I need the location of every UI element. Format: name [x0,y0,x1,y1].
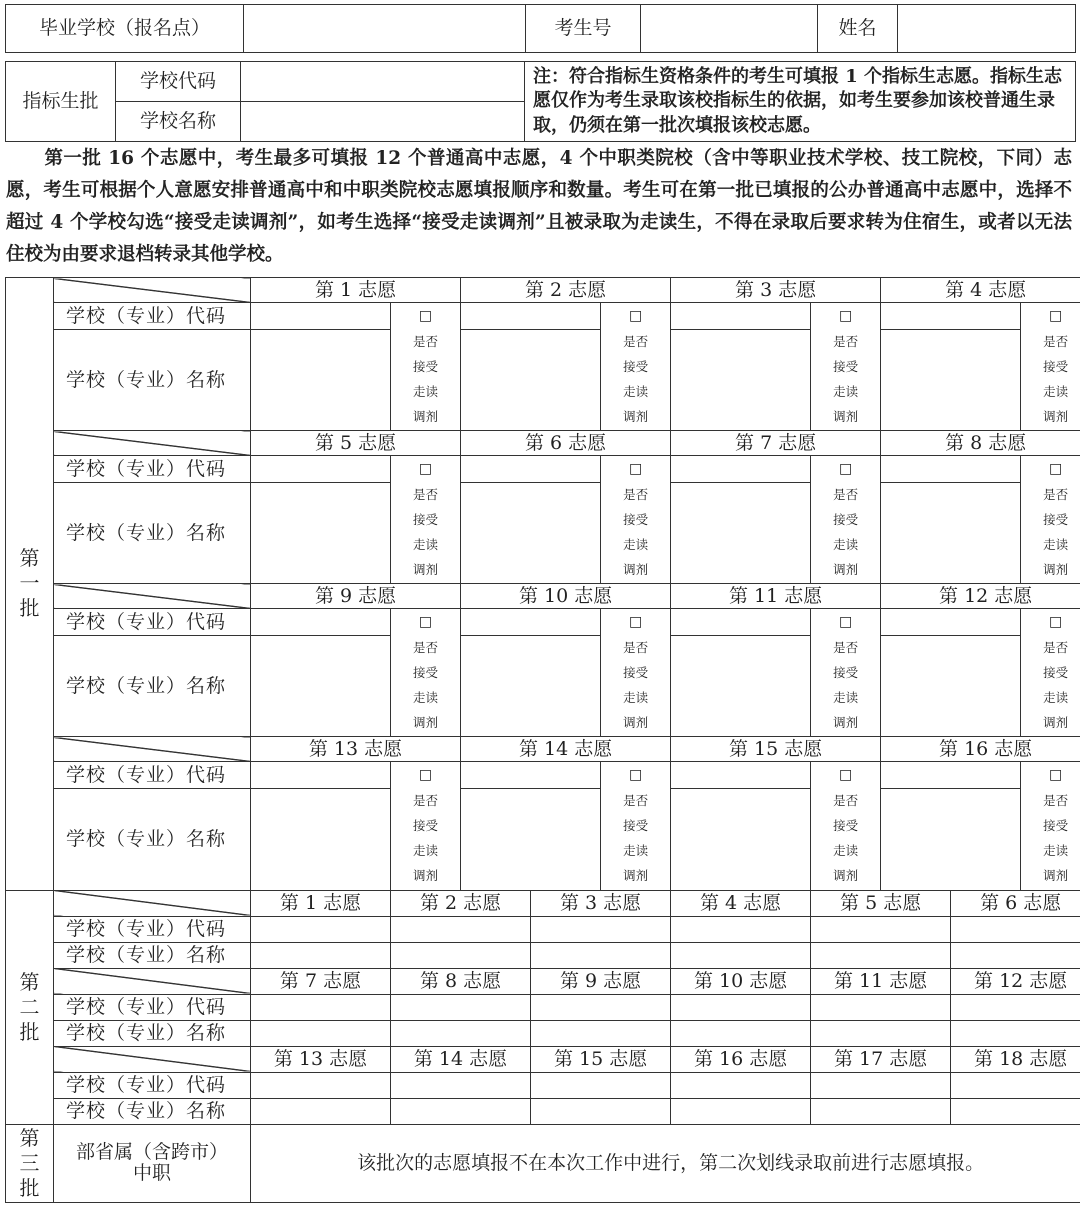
name-input[interactable] [951,1020,1080,1046]
exam-no-field[interactable] [641,5,818,53]
batch1-label-char: 第 [19,546,40,571]
commute-cell [391,762,461,890]
code-input[interactable] [251,762,391,789]
wish-header: 第 9 志愿 [531,968,671,994]
commute-label: 走读 [623,384,649,400]
row-label-code: 学校（专业）代码 [54,303,251,330]
row-label-code: 学校（专业）代码 [54,456,251,483]
name-input[interactable] [881,330,1021,431]
name-input[interactable] [671,483,811,584]
commute-label: 调剂 [623,409,649,425]
commute-label: 接受 [833,512,859,528]
checkbox-icon[interactable]: □ [628,767,643,784]
batch2-label-char: 批 [19,1019,40,1044]
checkbox-icon[interactable]: □ [839,767,853,784]
code-input[interactable] [671,762,811,789]
commute-label: 接受 [413,818,439,834]
batch3-note: 该批次的志愿填报不在本次工作中进行，第二次划线录取前进行志愿填报。 [251,1124,1080,1202]
code-input[interactable] [951,994,1080,1020]
wish-header: 第 4 志愿 [671,890,811,916]
name-input[interactable] [811,1020,951,1046]
name-input[interactable] [881,483,1021,584]
commute-label: 是否 [413,334,439,350]
wish-header: 第 11 志愿 [811,968,951,994]
batch3-label-char: 三 [19,1150,40,1175]
commute-label: 调剂 [413,715,439,731]
code-input[interactable] [461,456,601,483]
commute-label: 走读 [833,690,859,706]
commute-label: 是否 [623,793,649,809]
wish-header: 第 2 志愿 [461,278,671,303]
code-input[interactable] [951,916,1080,942]
quota-code-label: 学校代码 [116,62,241,102]
code-input[interactable] [461,609,601,636]
row-label-name: 学校（专业）名称 [54,789,251,890]
batch3-sub-label-line: 部省属（含跨市） [75,1141,228,1164]
commute-label: 是否 [1043,334,1069,350]
name-input[interactable] [461,636,601,737]
commute-label: 调剂 [413,868,439,884]
name-label: 姓名 [818,5,898,53]
wish-header: 第 18 志愿 [951,1046,1080,1072]
diagonal-header-cell [54,431,251,456]
quota-note: 注：符合指标生资格条件的考生可填报 1 个指标生志愿。指标生志愿仅作为考生录取该校指标生的依据，如考生要参加该校普通生录取，仍须在第一批次填报该校志愿。 [525,62,1076,142]
wish-header: 第 8 志愿 [881,431,1080,456]
commute-label: 接受 [1043,665,1069,681]
wish-header: 第 17 志愿 [811,1046,951,1072]
commute-label: 调剂 [1043,409,1069,425]
code-input[interactable] [461,303,601,330]
batch3-sub-label-line: 中职 [132,1162,171,1185]
commute-label: 是否 [623,640,649,656]
code-input[interactable] [671,303,811,330]
commute-cell [391,303,461,431]
commute-cell [601,762,671,890]
checkbox-icon[interactable]: □ [1049,308,1063,325]
wish-header: 第 13 志愿 [251,737,461,762]
code-input[interactable] [881,609,1021,636]
code-input[interactable] [811,1072,951,1098]
commute-cell [601,456,671,584]
wish-header: 第 6 志愿 [951,890,1080,916]
code-input[interactable] [251,1072,391,1098]
commute-label: 接受 [1043,818,1069,834]
commute-label: 接受 [833,818,859,834]
checkbox-icon[interactable]: □ [1049,614,1063,631]
school-label: 毕业学校（报名点） [6,5,244,53]
commute-label: 走读 [1043,690,1069,706]
wish-header: 第 3 志愿 [531,890,671,916]
commute-label: 接受 [623,359,649,375]
commute-cell [811,303,881,431]
checkbox-icon[interactable]: □ [1049,461,1063,478]
name-input[interactable] [671,636,811,737]
commute-label: 是否 [623,487,649,503]
batch3-cell [6,1124,54,1202]
name-input[interactable] [251,942,391,968]
checkbox-icon[interactable]: □ [418,767,433,784]
batch2-label [6,970,53,1045]
wish-header: 第 10 志愿 [671,968,811,994]
code-input[interactable] [251,609,391,636]
commute-label: 走读 [1043,384,1069,400]
commute-cell [391,609,461,737]
wish-header: 第 16 志愿 [671,1046,811,1072]
name-input[interactable] [531,1020,671,1046]
commute-label: 调剂 [413,562,439,578]
wish-header: 第 1 志愿 [251,278,461,303]
row-label-code: 学校（专业）代码 [54,762,251,789]
checkbox-icon[interactable]: □ [418,614,433,631]
wish-header: 第 3 志愿 [671,278,881,303]
batch3-label-char: 第 [19,1125,40,1150]
checkbox-icon[interactable]: □ [839,461,853,478]
batch2-label-char: 二 [19,994,40,1019]
name-input[interactable] [951,1098,1080,1124]
commute-label: 是否 [833,334,859,350]
commute-cell [1021,456,1080,584]
diagonal-header-cell [54,1046,251,1072]
commute-cell [391,456,461,584]
batch3-label [6,1126,53,1201]
commute-label: 接受 [1043,512,1069,528]
wish-header: 第 12 志愿 [951,968,1080,994]
name-input[interactable] [461,330,601,431]
name-input[interactable] [251,483,391,584]
batch2-label-char: 第 [19,969,40,994]
code-input[interactable] [531,916,671,942]
commute-label: 走读 [413,690,439,706]
code-input[interactable] [671,994,811,1020]
name-input[interactable] [881,636,1021,737]
commute-label: 走读 [1043,537,1069,553]
name-input[interactable] [671,330,811,431]
commute-label: 是否 [1043,640,1069,656]
commute-cell [601,303,671,431]
quota-table [5,61,1076,142]
wish-header: 第 7 志愿 [251,968,391,994]
wish-header: 第 5 志愿 [811,890,951,916]
name-input[interactable] [251,789,391,890]
commute-cell [1021,762,1080,890]
commute-label: 走读 [833,537,859,553]
checkbox-icon[interactable]: □ [628,614,643,631]
name-input[interactable] [251,1098,391,1124]
row-label-code: 学校（专业）代码 [54,994,251,1020]
diagonal-header-cell [54,968,251,994]
commute-label: 是否 [413,487,439,503]
wish-header: 第 8 志愿 [391,968,531,994]
code-input[interactable] [251,456,391,483]
name-input[interactable] [251,636,391,737]
name-input[interactable] [391,1098,531,1124]
batch1-label-char: 批 [19,596,40,621]
commute-label: 是否 [623,334,649,350]
checkbox-icon[interactable]: □ [628,461,643,478]
commute-cell [811,456,881,584]
commute-label: 是否 [1043,793,1069,809]
wish-header: 第 15 志愿 [531,1046,671,1072]
intro-paragraph [6,143,1072,271]
wish-header: 第 6 志愿 [461,431,671,456]
checkbox-icon[interactable]: □ [839,614,853,631]
code-input[interactable] [881,762,1021,789]
quota-name-label: 学校名称 [116,102,241,142]
name-input[interactable] [461,483,601,584]
code-input[interactable] [391,1072,531,1098]
header-table [5,4,1076,53]
commute-label: 接受 [623,818,649,834]
commute-cell [811,762,881,890]
commute-label: 调剂 [1043,868,1069,884]
commute-label: 走读 [413,537,439,553]
row-label-name: 学校（专业）名称 [54,1098,251,1124]
code-input[interactable] [391,916,531,942]
commute-label: 是否 [833,640,859,656]
checkbox-icon[interactable]: □ [418,461,433,478]
wish-header: 第 7 志愿 [671,431,881,456]
commute-label: 走读 [413,384,439,400]
commute-cell [811,609,881,737]
commute-label: 走读 [623,690,649,706]
row-label-name: 学校（专业）名称 [54,483,251,584]
commute-cell [1021,303,1080,431]
code-input[interactable] [951,1072,1080,1098]
commute-label: 调剂 [623,715,649,731]
school-field[interactable] [244,5,526,53]
row-label-code: 学校（专业）代码 [54,916,251,942]
name-input[interactable] [671,789,811,890]
commute-label: 调剂 [1043,715,1069,731]
checkbox-icon[interactable]: □ [628,308,643,325]
code-input[interactable] [881,456,1021,483]
name-input[interactable] [531,1098,671,1124]
code-input[interactable] [531,1072,671,1098]
commute-label: 接受 [413,665,439,681]
checkbox-icon[interactable]: □ [839,308,853,325]
commute-label: 调剂 [833,715,859,731]
checkbox-icon[interactable]: □ [418,308,433,325]
commute-label: 接受 [833,665,859,681]
commute-label: 调剂 [413,409,439,425]
name-input[interactable] [811,942,951,968]
code-input[interactable] [671,1072,811,1098]
intro-text: 第一批 16 个志愿中，考生最多可填报 12 个普通高中志愿，4 个中职类院校（含中等职业技术学校、技工院校，下同）志愿，考生可根据个人意愿安排普通高中和中职类院校志愿填报顺序和数量。考生可在第一批已填报的公办普通高中志愿中，选择不超过 4 个学校勾选“接受走读调剂”，如考生选择“接受走读调剂”且被录取为走读生，不得在录取后要求转为住宿生，或者以无法住校为由要求退档转录其他学校。 [6,148,1072,265]
batch2-cell [6,890,54,1124]
code-input[interactable] [671,609,811,636]
code-input[interactable] [391,994,531,1020]
diagonal-header-cell [54,737,251,762]
code-input[interactable] [251,994,391,1020]
commute-label: 是否 [833,487,859,503]
name-input[interactable] [391,1020,531,1046]
wish-header: 第 2 志愿 [391,890,531,916]
commute-label: 接受 [413,512,439,528]
wish-header: 第 11 志愿 [671,584,881,609]
wishes-table [5,277,1080,1203]
wish-header: 第 1 志愿 [251,890,391,916]
quota-batch-label: 指标生批 [6,62,116,142]
name-input[interactable] [811,1098,951,1124]
diagonal-header-cell [54,890,251,916]
commute-label: 是否 [1043,487,1069,503]
code-input[interactable] [881,303,1021,330]
batch3-label-char: 批 [19,1175,40,1200]
checkbox-icon[interactable]: □ [1049,767,1063,784]
commute-label: 走读 [623,843,649,859]
commute-label: 调剂 [833,868,859,884]
name-input[interactable] [951,942,1080,968]
commute-label: 接受 [413,359,439,375]
code-input[interactable] [251,916,391,942]
commute-label: 走读 [833,843,859,859]
wish-header: 第 13 志愿 [251,1046,391,1072]
code-input[interactable] [811,916,951,942]
name-input[interactable] [881,789,1021,890]
quota-name-field[interactable] [241,102,525,142]
name-input[interactable] [671,1098,811,1124]
commute-label: 接受 [623,512,649,528]
diagonal-header-cell [54,584,251,609]
batch1-label [6,546,53,621]
name-input[interactable] [531,942,671,968]
wish-header: 第 15 志愿 [671,737,881,762]
commute-label: 走读 [413,843,439,859]
diagonal-header-cell [54,278,251,303]
commute-cell [601,609,671,737]
commute-label: 走读 [833,384,859,400]
name-input[interactable] [671,942,811,968]
code-input[interactable] [671,456,811,483]
batch1-cell [6,278,54,891]
row-label-name: 学校（专业）名称 [54,636,251,737]
exam-no-label: 考生号 [526,5,641,53]
name-input[interactable] [251,330,391,431]
quota-code-field[interactable] [241,62,525,102]
commute-label: 接受 [623,665,649,681]
name-input[interactable] [391,942,531,968]
commute-label: 调剂 [623,868,649,884]
name-input[interactable] [671,1020,811,1046]
row-label-name: 学校（专业）名称 [54,1020,251,1046]
commute-label: 调剂 [623,562,649,578]
commute-label: 是否 [413,640,439,656]
commute-label: 走读 [623,537,649,553]
wish-header: 第 10 志愿 [461,584,671,609]
row-label-name: 学校（专业）名称 [54,330,251,431]
code-input[interactable] [811,994,951,1020]
commute-label: 接受 [833,359,859,375]
commute-label: 接受 [1043,359,1069,375]
wish-header: 第 12 志愿 [881,584,1080,609]
batch3-sub-label [54,1124,251,1202]
commute-cell [1021,609,1080,737]
commute-label: 走读 [1043,843,1069,859]
row-label-name: 学校（专业）名称 [54,942,251,968]
code-input[interactable] [461,762,601,789]
name-input[interactable] [251,1020,391,1046]
commute-label: 调剂 [833,409,859,425]
wish-header: 第 5 志愿 [251,431,461,456]
wish-header: 第 9 志愿 [251,584,461,609]
name-field[interactable] [898,5,1076,53]
commute-label: 调剂 [833,562,859,578]
commute-label: 是否 [413,793,439,809]
code-input[interactable] [671,916,811,942]
wish-header: 第 4 志愿 [881,278,1080,303]
code-input[interactable] [531,994,671,1020]
wish-header: 第 16 志愿 [881,737,1080,762]
code-input[interactable] [251,303,391,330]
commute-label: 调剂 [1043,562,1069,578]
commute-label: 是否 [833,793,859,809]
row-label-code: 学校（专业）代码 [54,1072,251,1098]
wish-header: 第 14 志愿 [391,1046,531,1072]
wish-header: 第 14 志愿 [461,737,671,762]
row-label-code: 学校（专业）代码 [54,609,251,636]
name-input[interactable] [461,789,601,890]
batch1-label-char: 一 [19,571,40,596]
